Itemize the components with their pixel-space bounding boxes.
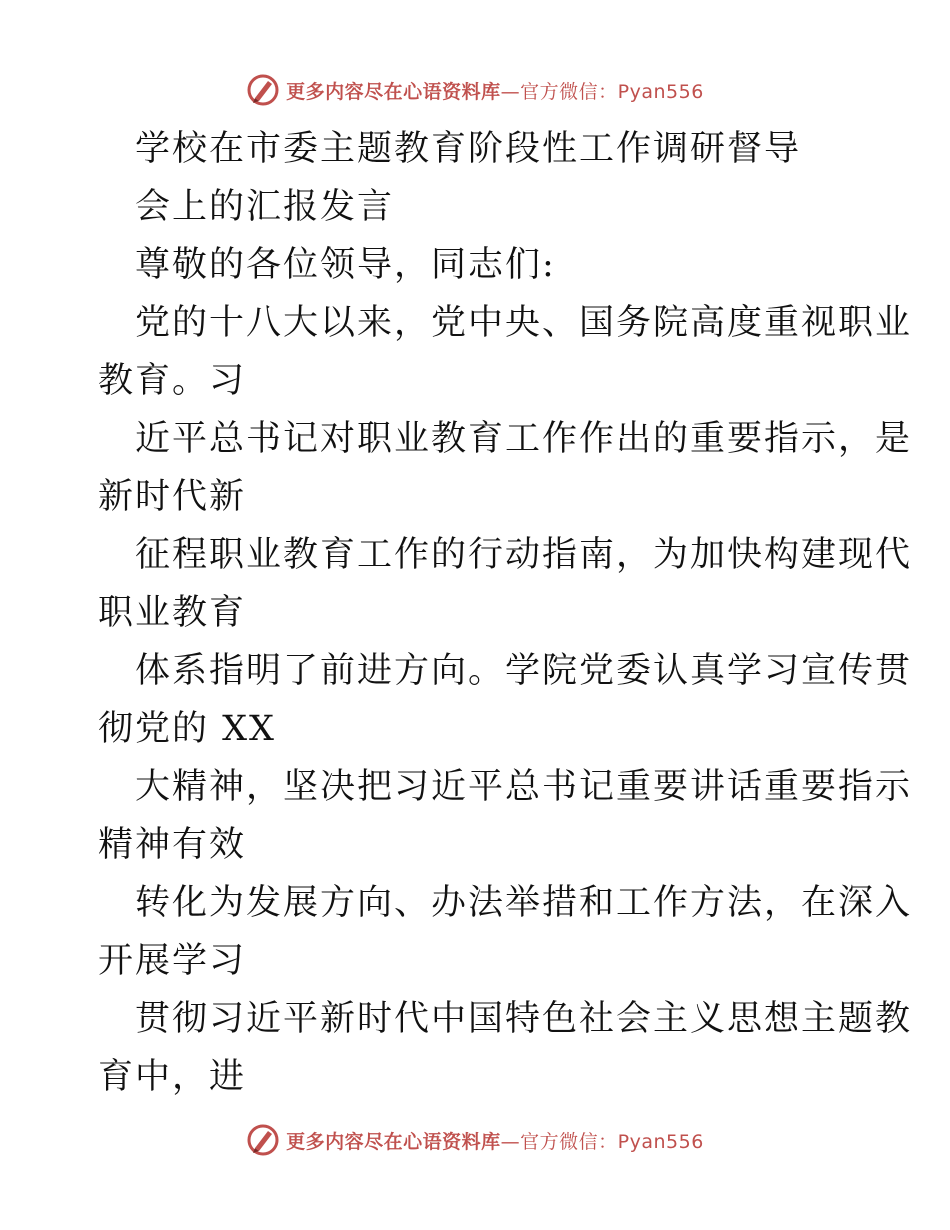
paragraph-line: 职业教育 — [98, 593, 247, 633]
paragraph-line: 党的十八大以来，党中央、国务院高度重视职业 — [135, 303, 913, 343]
title-line-1: 学校在市委主题教育阶段性工作调研督导 — [135, 129, 802, 169]
document-body — [98, 120, 913, 1106]
paragraph-line: 近平总书记对职业教育工作作出的重要指示，是 — [135, 419, 913, 459]
paragraph-line: 体系指明了前进方向。学院党委认真学习宣传贯 — [135, 651, 913, 691]
watermark-text — [286, 1127, 704, 1154]
watermark-secondary: —官方微信：Pyan556 — [500, 80, 704, 103]
paragraph-line: 育中，进 — [98, 1057, 247, 1097]
watermark-text — [286, 77, 704, 104]
paragraph-line: 彻党的 XX — [98, 709, 276, 749]
paragraph-line: 转化为发展方向、办法举措和工作方法，在深入 — [135, 883, 913, 923]
watermark-secondary: —官方微信：Pyan556 — [500, 1130, 704, 1153]
paragraph-line: 开展学习 — [98, 941, 247, 981]
watermark-primary: 更多内容尽在心语资料库 — [286, 1130, 501, 1153]
paragraph-line: 征程职业教育工作的行动指南，为加快构建现代 — [135, 535, 913, 575]
footer-watermark — [0, 1120, 950, 1160]
paragraph-line: 大精神，坚决把习近平总书记重要讲话重要指示 — [135, 767, 913, 807]
header-watermark — [0, 70, 950, 110]
pen-logo-icon — [246, 73, 280, 107]
paragraph-line: 新时代新 — [98, 477, 247, 517]
watermark-primary: 更多内容尽在心语资料库 — [286, 80, 501, 103]
pen-logo-icon — [246, 1123, 280, 1157]
salutation: 尊敬的各位领导，同志们: — [135, 245, 556, 285]
title-line-2: 会上的汇报发言 — [135, 187, 395, 227]
paragraph-line: 贯彻习近平新时代中国特色社会主义思想主题教 — [135, 999, 913, 1039]
paragraph-line: 教育。习 — [98, 361, 247, 401]
paragraph-line: 精神有效 — [98, 825, 247, 865]
